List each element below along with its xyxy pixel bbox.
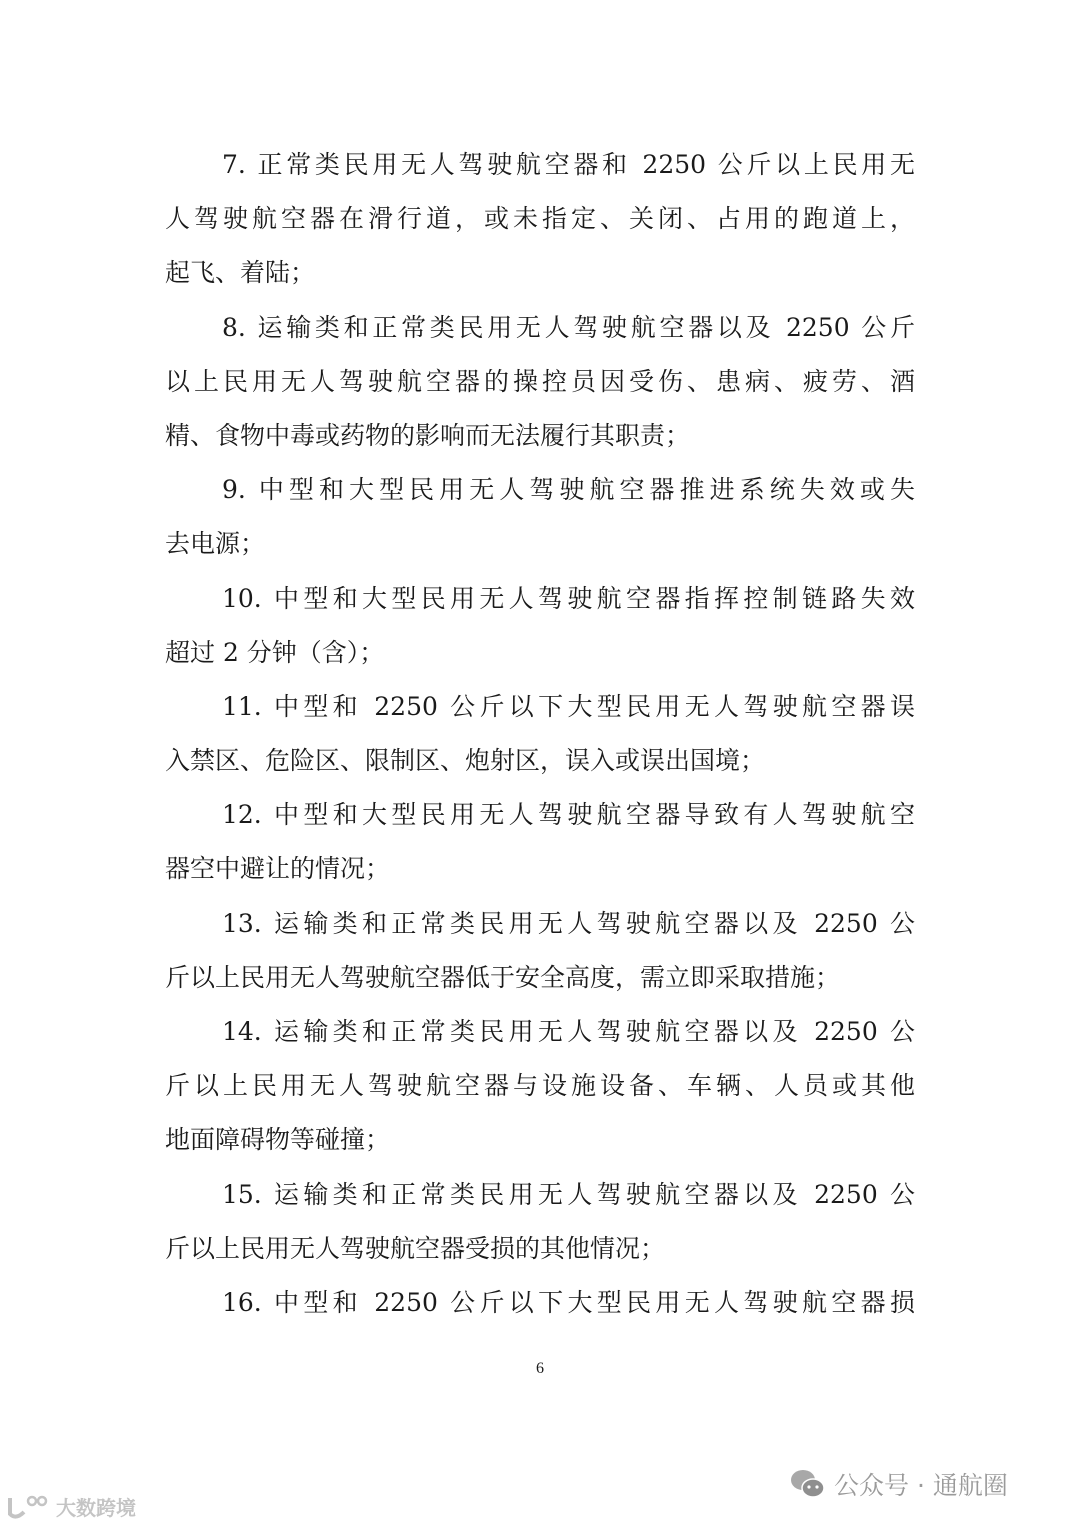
text-line: 11. 中型和 2250 公斤以下大型民用无人驾驶航空器误	[222, 691, 915, 721]
text-line: 去电源；	[165, 529, 266, 559]
wechat-watermark-text: 公众号 · 通航圈	[834, 1471, 1008, 1500]
text-line: 9. 中型和大型民用无人驾驶航空器推进系统失效或失	[222, 475, 915, 505]
list-item	[165, 1276, 915, 1330]
list-item	[165, 301, 915, 464]
text-line: 12. 中型和大型民用无人驾驶航空器导致有人驾驶航空	[222, 800, 915, 830]
text-line: 人驾驶航空器在滑行道，或未指定、关闭、占用的跑道上，	[165, 204, 915, 234]
wechat-icon	[790, 1468, 826, 1500]
text-line: 精、食物中毒或药物的影响而无法履行其职责；	[165, 420, 691, 450]
page-number: 6	[536, 1360, 544, 1377]
list-item	[165, 897, 915, 1005]
text-line: 斤以上民用无人驾驶航空器受损的其他情况；	[165, 1233, 666, 1263]
text-line: 起飞、着陆；	[165, 258, 316, 288]
text-line: 器空中避让的情况；	[165, 854, 391, 884]
text-line: 入禁区、危险区、限制区、炮射区，误入或误出国境；	[165, 746, 766, 776]
text-line: 8. 运输类和正常类民用无人驾驶航空器以及 2250 公斤	[222, 312, 915, 342]
list-item	[165, 1168, 915, 1276]
brand-watermark-text: 大数跨境	[56, 1496, 136, 1520]
brand-watermark	[6, 1492, 136, 1521]
list-item	[165, 788, 915, 896]
text-line: 地面障碍物等碰撞；	[165, 1125, 391, 1155]
list-item	[165, 1005, 915, 1168]
list-item	[165, 138, 915, 301]
text-line: 10. 中型和大型民用无人驾驶航空器指挥控制链路失效	[222, 583, 915, 613]
text-line: 15. 运输类和正常类民用无人驾驶航空器以及 2250 公	[222, 1179, 915, 1209]
text-line: 以上民用无人驾驶航空器的操控员因受伤、患病、疲劳、酒	[165, 366, 915, 396]
text-line: 13. 运输类和正常类民用无人驾驶航空器以及 2250 公	[222, 908, 915, 938]
wechat-watermark	[790, 1466, 1008, 1502]
list-item	[165, 463, 915, 571]
document-body	[165, 138, 915, 1330]
brand-logo-icon	[6, 1494, 50, 1520]
list-item	[165, 572, 915, 680]
text-line: 斤以上民用无人驾驶航空器低于安全高度，需立即采取措施；	[165, 962, 841, 992]
text-line: 7. 正常类民用无人驾驶航空器和 2250 公斤以上民用无	[222, 150, 915, 179]
text-line: 超过 2 分钟（含）；	[165, 637, 385, 667]
text-line: 斤以上民用无人驾驶航空器与设施设备、车辆、人员或其他	[165, 1071, 915, 1101]
list-item	[165, 680, 915, 788]
text-line: 14. 运输类和正常类民用无人驾驶航空器以及 2250 公	[222, 1017, 915, 1046]
text-line: 16. 中型和 2250 公斤以下大型民用无人驾驶航空器损	[222, 1287, 915, 1317]
